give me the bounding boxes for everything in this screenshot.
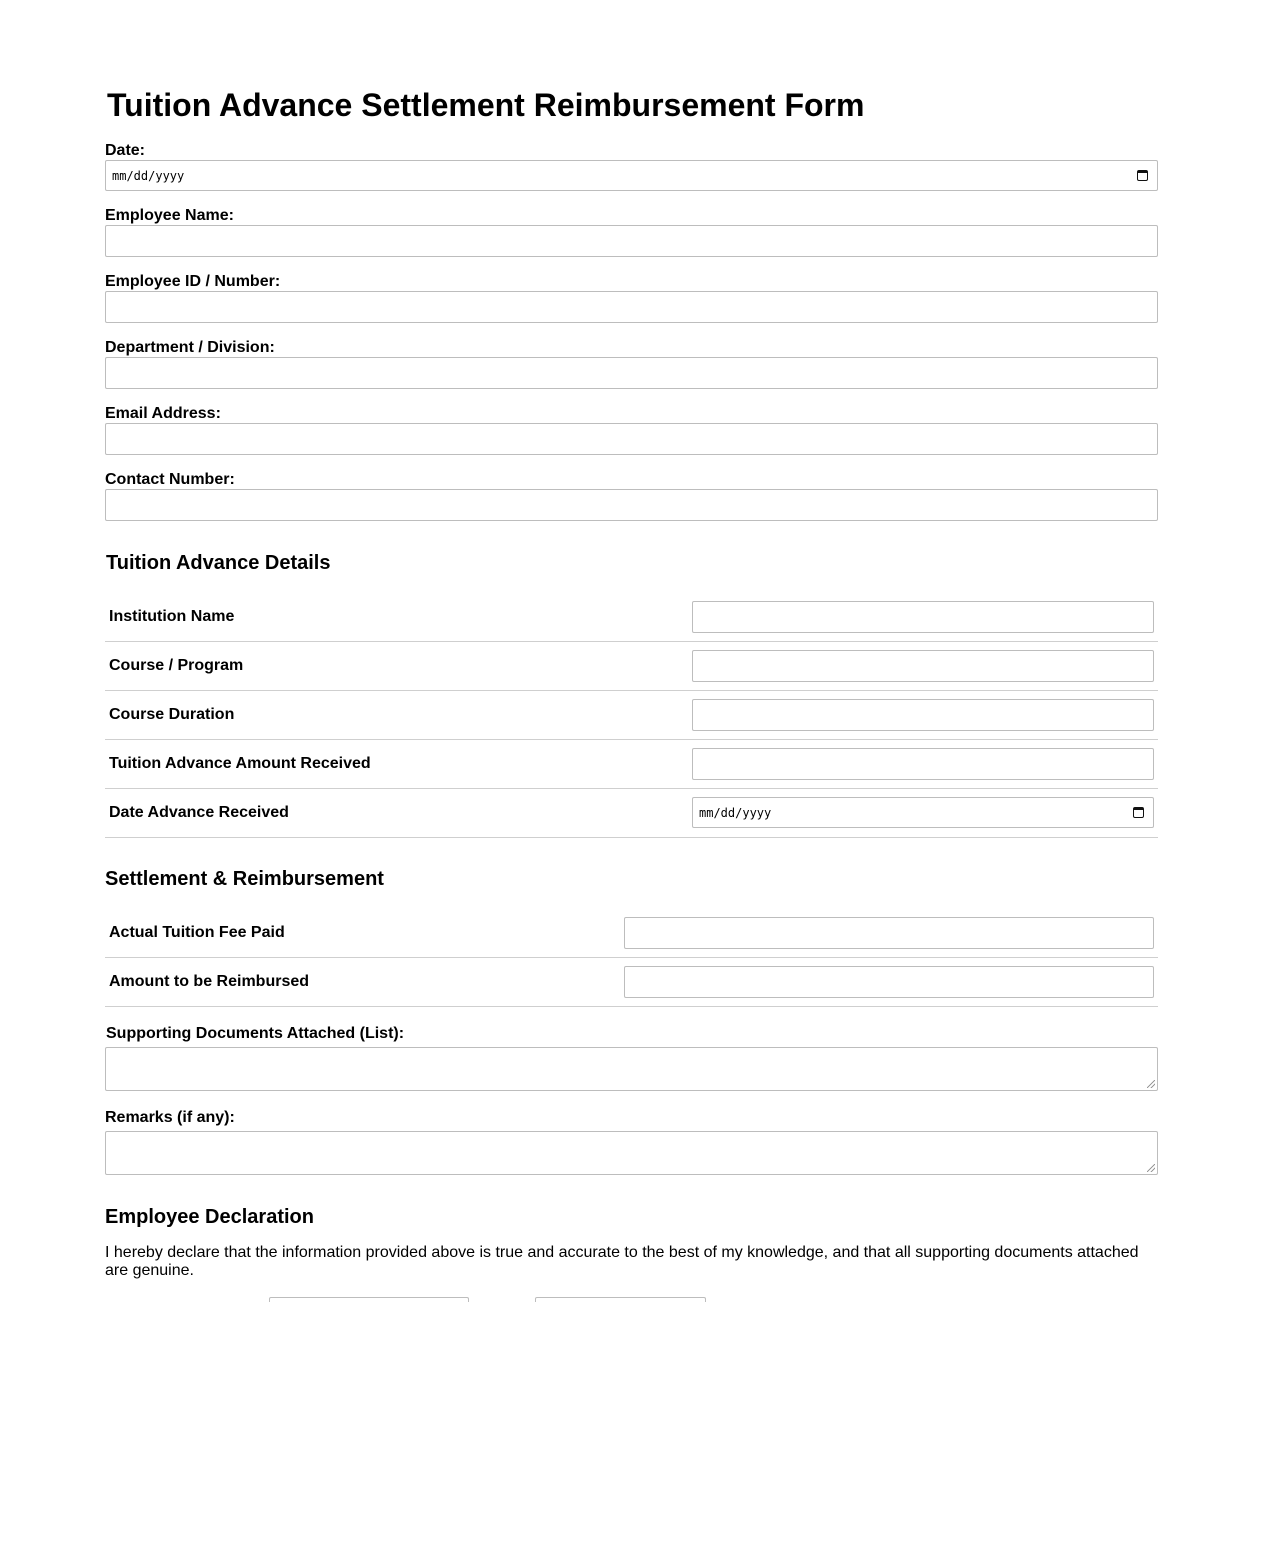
advance-amount-input[interactable] [692,748,1154,780]
actual-fee-paid-label: Actual Tuition Fee Paid [109,924,285,941]
resize-handle-icon[interactable] [1147,1164,1155,1172]
date-placeholder: mm/dd/yyyy [112,168,185,183]
supporting-documents-textarea[interactable] [105,1047,1158,1091]
employee-name-input[interactable] [105,225,1158,257]
course-program-input[interactable] [692,650,1154,682]
table-row [105,740,1158,789]
calendar-icon[interactable] [1133,807,1144,818]
contact-number-input[interactable] [105,489,1158,521]
amount-reimbursed-label: Amount to be Reimbursed [109,973,310,990]
declaration-text: I hereby declare that the information provided above is true and accurate to the best of my knowledge, and that all supporting documents attached are genuine. [105,1244,1139,1279]
institution-name-label: Institution Name [109,608,235,625]
contact-number-label: Contact Number: [105,471,235,488]
date-label: Date: [105,142,146,159]
course-duration-input[interactable] [692,699,1154,731]
table-row [105,593,1158,642]
amount-reimbursed-input[interactable] [624,966,1154,998]
date-advance-received-label: Date Advance Received [109,804,289,821]
date-placeholder: mm/dd/yyyy [699,805,772,820]
declaration-heading: Employee Declaration [105,1206,314,1228]
department-label: Department / Division: [105,339,275,356]
institution-name-input[interactable] [692,601,1154,633]
course-duration-label: Course Duration [109,706,235,723]
employee-id-label: Employee ID / Number: [105,273,281,290]
resize-handle-icon[interactable] [1147,1080,1155,1088]
employee-id-input[interactable] [105,291,1158,323]
tuition-details-heading: Tuition Advance Details [106,552,331,574]
remarks-textarea[interactable] [105,1131,1158,1175]
table-row [105,909,1158,958]
calendar-icon[interactable] [1137,170,1148,181]
remarks-label: Remarks (if any): [105,1109,235,1126]
table-row [105,642,1158,691]
form-title: Tuition Advance Settlement Reimbursement Form [107,87,865,123]
table-row [105,691,1158,740]
actual-fee-paid-input[interactable] [624,917,1154,949]
employee-name-label: Employee Name: [105,207,234,224]
email-label: Email Address: [105,405,221,422]
table-row [105,789,1158,838]
date-advance-received-input[interactable] [692,797,1154,828]
email-input[interactable] [105,423,1158,455]
signature-input[interactable] [269,1297,469,1302]
advance-amount-label: Tuition Advance Amount Received [109,755,371,772]
signature-date-input[interactable] [535,1297,706,1302]
supporting-documents-label: Supporting Documents Attached (List): [106,1025,405,1042]
table-row [105,958,1158,1007]
department-input[interactable] [105,357,1158,389]
settlement-heading: Settlement & Reimbursement [105,868,384,890]
course-program-label: Course / Program [109,657,244,674]
date-input[interactable] [105,160,1158,191]
